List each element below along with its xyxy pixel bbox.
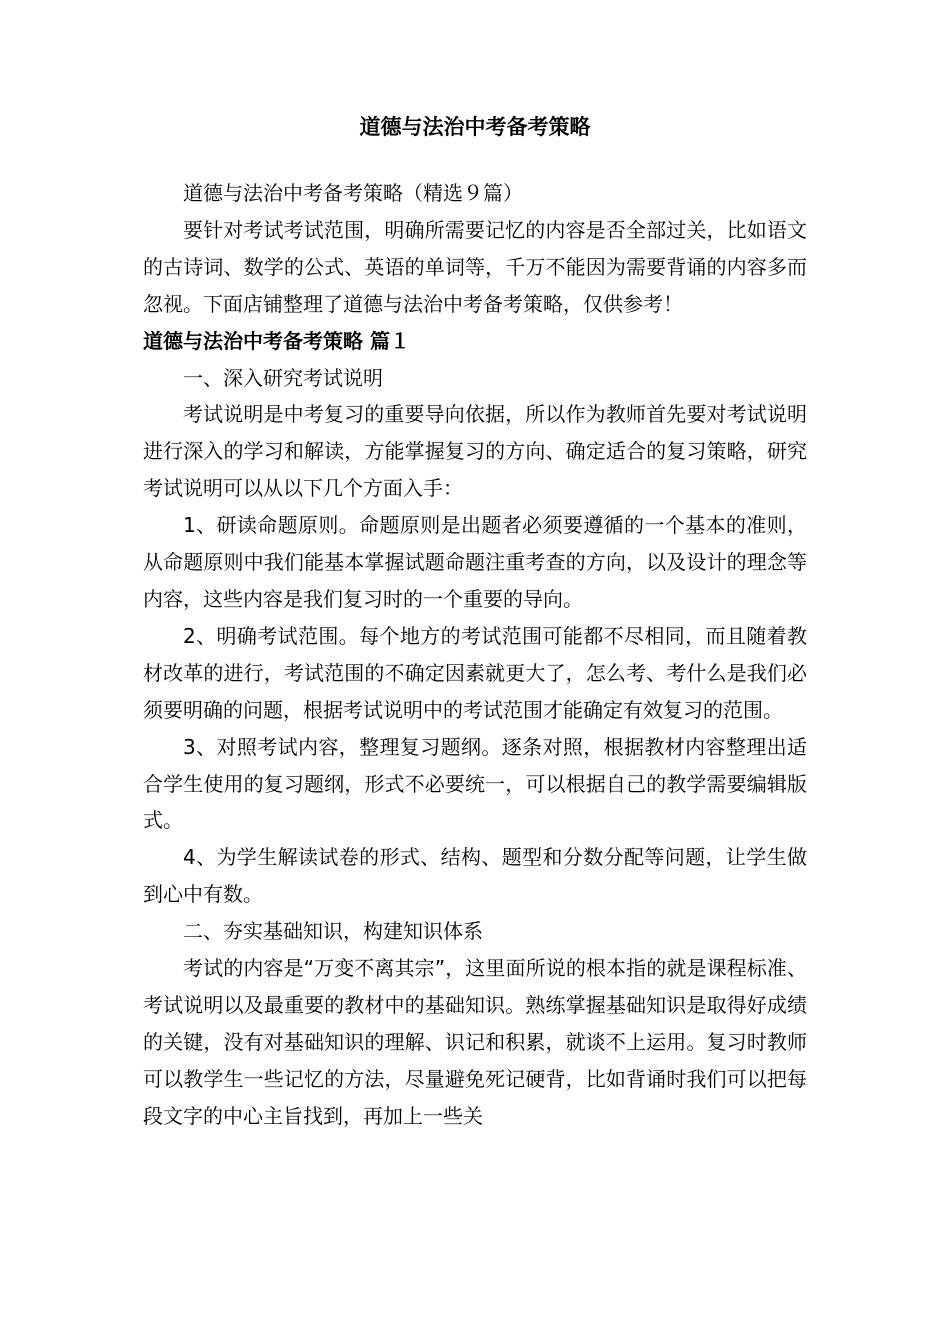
document-body [143, 175, 807, 1135]
paragraph-subtitle: 道德与法治中考备考策略（精选９篇） [183, 181, 523, 205]
paragraph-intro: 要针对考试考试范围，明确所需要记忆的内容是否全部过关，比如语文的古诗词、数学的公式、英语的单词等，千万不能因为需要背诵的内容多而忽视。下面店铺整理了道德与法治中考备考策略，仅供参考！ [143, 217, 807, 316]
paragraph-point-2-title: 二、夯实基础知识，构建知识体系 [183, 919, 483, 944]
paragraph: 考试的内容是“万变不离其宗”，这里面所说的根本指的就是课程标准、考试说明以及最重要的教材中的基础知识。熟练掌握基础知识是取得好成绩的关键，没有对基础知识的理解、识记和积累，就谈不上运用。复习时教师可以教学生一些记忆的方法，尽量避免死记硬背，比如背诵时我们可以把每段文字的中心主旨找到，再加上一些关 [143, 956, 807, 1128]
paragraph: 1、研读命题原则。命题原则是出题者必须要遵循的一个基本的准则，从命题原则中我们能基本掌握试题命题注重考查的方向，以及设计的理念等内容，这些内容是我们复习时的一个重要的导向。 [143, 513, 807, 611]
section-heading: 道德与法治中考备考策略 篇１ [143, 328, 410, 353]
paragraph: 2、明确考试范围。每个地方的考试范围可能都不尽相同，而且随着教材改革的进行，考试范围的不确定因素就更大了，怎么考、考什么是我们必须要明确的问题，根据考试说明中的考试范围才能确定有效复习的范围。 [143, 623, 807, 722]
paragraph: 考试说明是中考复习的重要导向依据，所以作为教师首先要对考试说明进行深入的学习和解读，方能掌握复习的方向、确定适合的复习策略，研究考试说明可以从以下几个方面入手： [143, 402, 807, 501]
document-title: 道德与法治中考备考策略 [359, 115, 591, 139]
paragraph-point-1-title: 一、深入研究考试说明 [183, 365, 383, 390]
paragraph: 4、为学生解读试卷的形式、结构、题型和分数分配等问题，让学生做到心中有数。 [143, 845, 807, 907]
paragraph: 3、对照考试内容，整理复习题纲。逐条对照，根据教材内容整理出适合学生使用的复习题纲，形式不必要统一，可以根据自己的教学需要编辑版式。 [143, 734, 807, 833]
